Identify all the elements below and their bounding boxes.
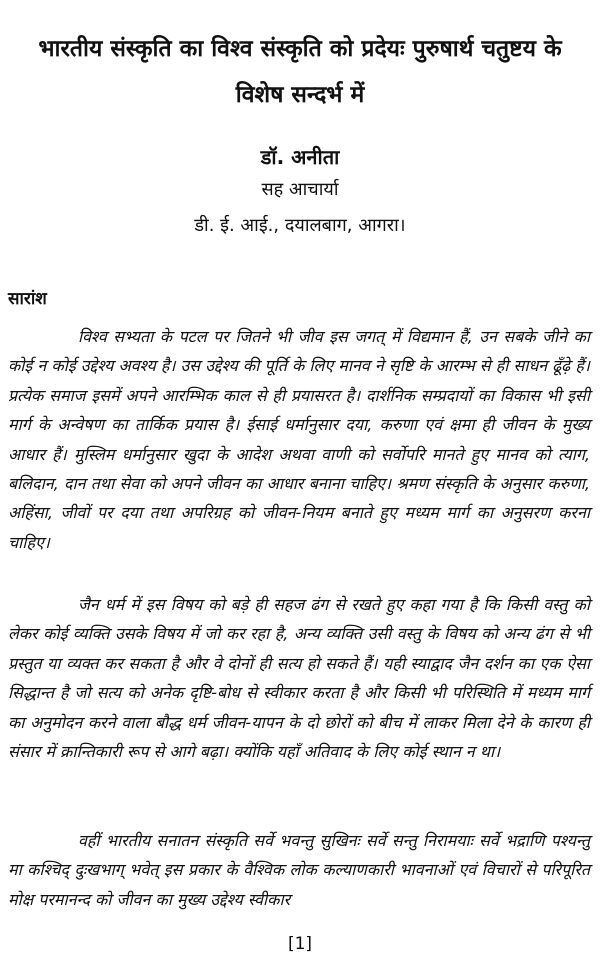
- author-name: डॉ. अनीता: [260, 145, 340, 169]
- abstract-heading: सारांश: [8, 289, 47, 309]
- author-affiliation: डी. ई. आई., दयालबाग, आगरा।: [194, 215, 406, 236]
- paper-title: भारतीय संस्कृति का विश्व संस्कृति को प्रदेयः पुरुषार्थ चतुष्टय के विशेष सन्दर्भ में: [38, 36, 562, 108]
- abstract-paragraph-2: जैन धर्म में इस विषय को बड़े ही सहज ढंग से रखते हुए कहा गया है कि किसी वस्तु को लेकर कोई व्यक्ति उसके विषय में जो कर रहा है, अन्य व्यक्ति उसी वस्तु के विषय को अन्य ढंग से भी प्रस्तुत या व्यक्त कर सकता है और वे दोनों ही सत्य हो सकते हैं। यही स्याद्वाद जैन दर्शन का एक ऐसा सिद्धान्त है जो सत्य को अनेक दृष्टि-बोध से स्वीकार करता है और किसी भी परिस्थिति में मध्यम मार्ग का अनुमोदन करने वाला बौद्ध धर्म जीवन-यापन के दो छोरों को बीच में लाकर मिला देने के कारण ही संसार में क्रान्तिकारी रूप से आगे बढ़ा। क्योंकि यहाँ अतिवाद के लिए कोई स्थान न था।: [8, 595, 590, 762]
- page-number: [1]: [287, 934, 313, 954]
- abstract-paragraph-3: वहीं भारतीय सनातन संस्कृति सर्वे भवन्तु सुखिनः सर्वे सन्तु निरामयाः सर्वे भद्राणि पश्यन्तु मा कश्चिद् दुःखभाग् भवेत् इस प्रकार के वैश्विक लोक कल्याणकारी भावनाओं एवं विचारों से परिपूरित मोक्ष परमानन्द को जीवन का मुख्य उद्देश्य स्वीकार: [8, 831, 590, 909]
- author-designation: सह आचार्या: [261, 179, 339, 200]
- author-block: [0, 142, 600, 244]
- abstract-paragraph-1: विश्व सभ्यता के पटल पर जितने भी जीव इस जगत् में विद्यमान हैं, उन सबके जीने का कोई न कोई उद्देश्य अवश्य है। उस उद्देश्य की पूर्ति के लिए मानव ने सृष्टि के आरम्भ से ही साधन ढूँढ़े हैं। प्रत्येक समाज इसमें अपने आरम्भिक काल से ही प्रयासरत है। दार्शनिक सम्प्रदायों का विकास भी इसी मार्ग के अन्वेषण का तार्किक प्रयास है। ईसाई धर्मानुसार दया, करुणा एवं क्षमा ही जीवन के मुख्य आधार हैं। मुस्लिम धर्मानुसार खुदा के आदेश अथवा वाणी को सर्वोपरि मानते हुए मानव को त्याग, बलिदान, दान तथा सेवा को अपने जीवन का आधार बनाना चाहिए। श्रमण संस्कृति के अनुसार करुणा, अहिंसा, जीवों पर दया तथा अपरिग्रह को जीवन-नियम बनाते हुए मध्यम मार्ग का अनुसरण करना चाहिए।: [8, 327, 590, 552]
